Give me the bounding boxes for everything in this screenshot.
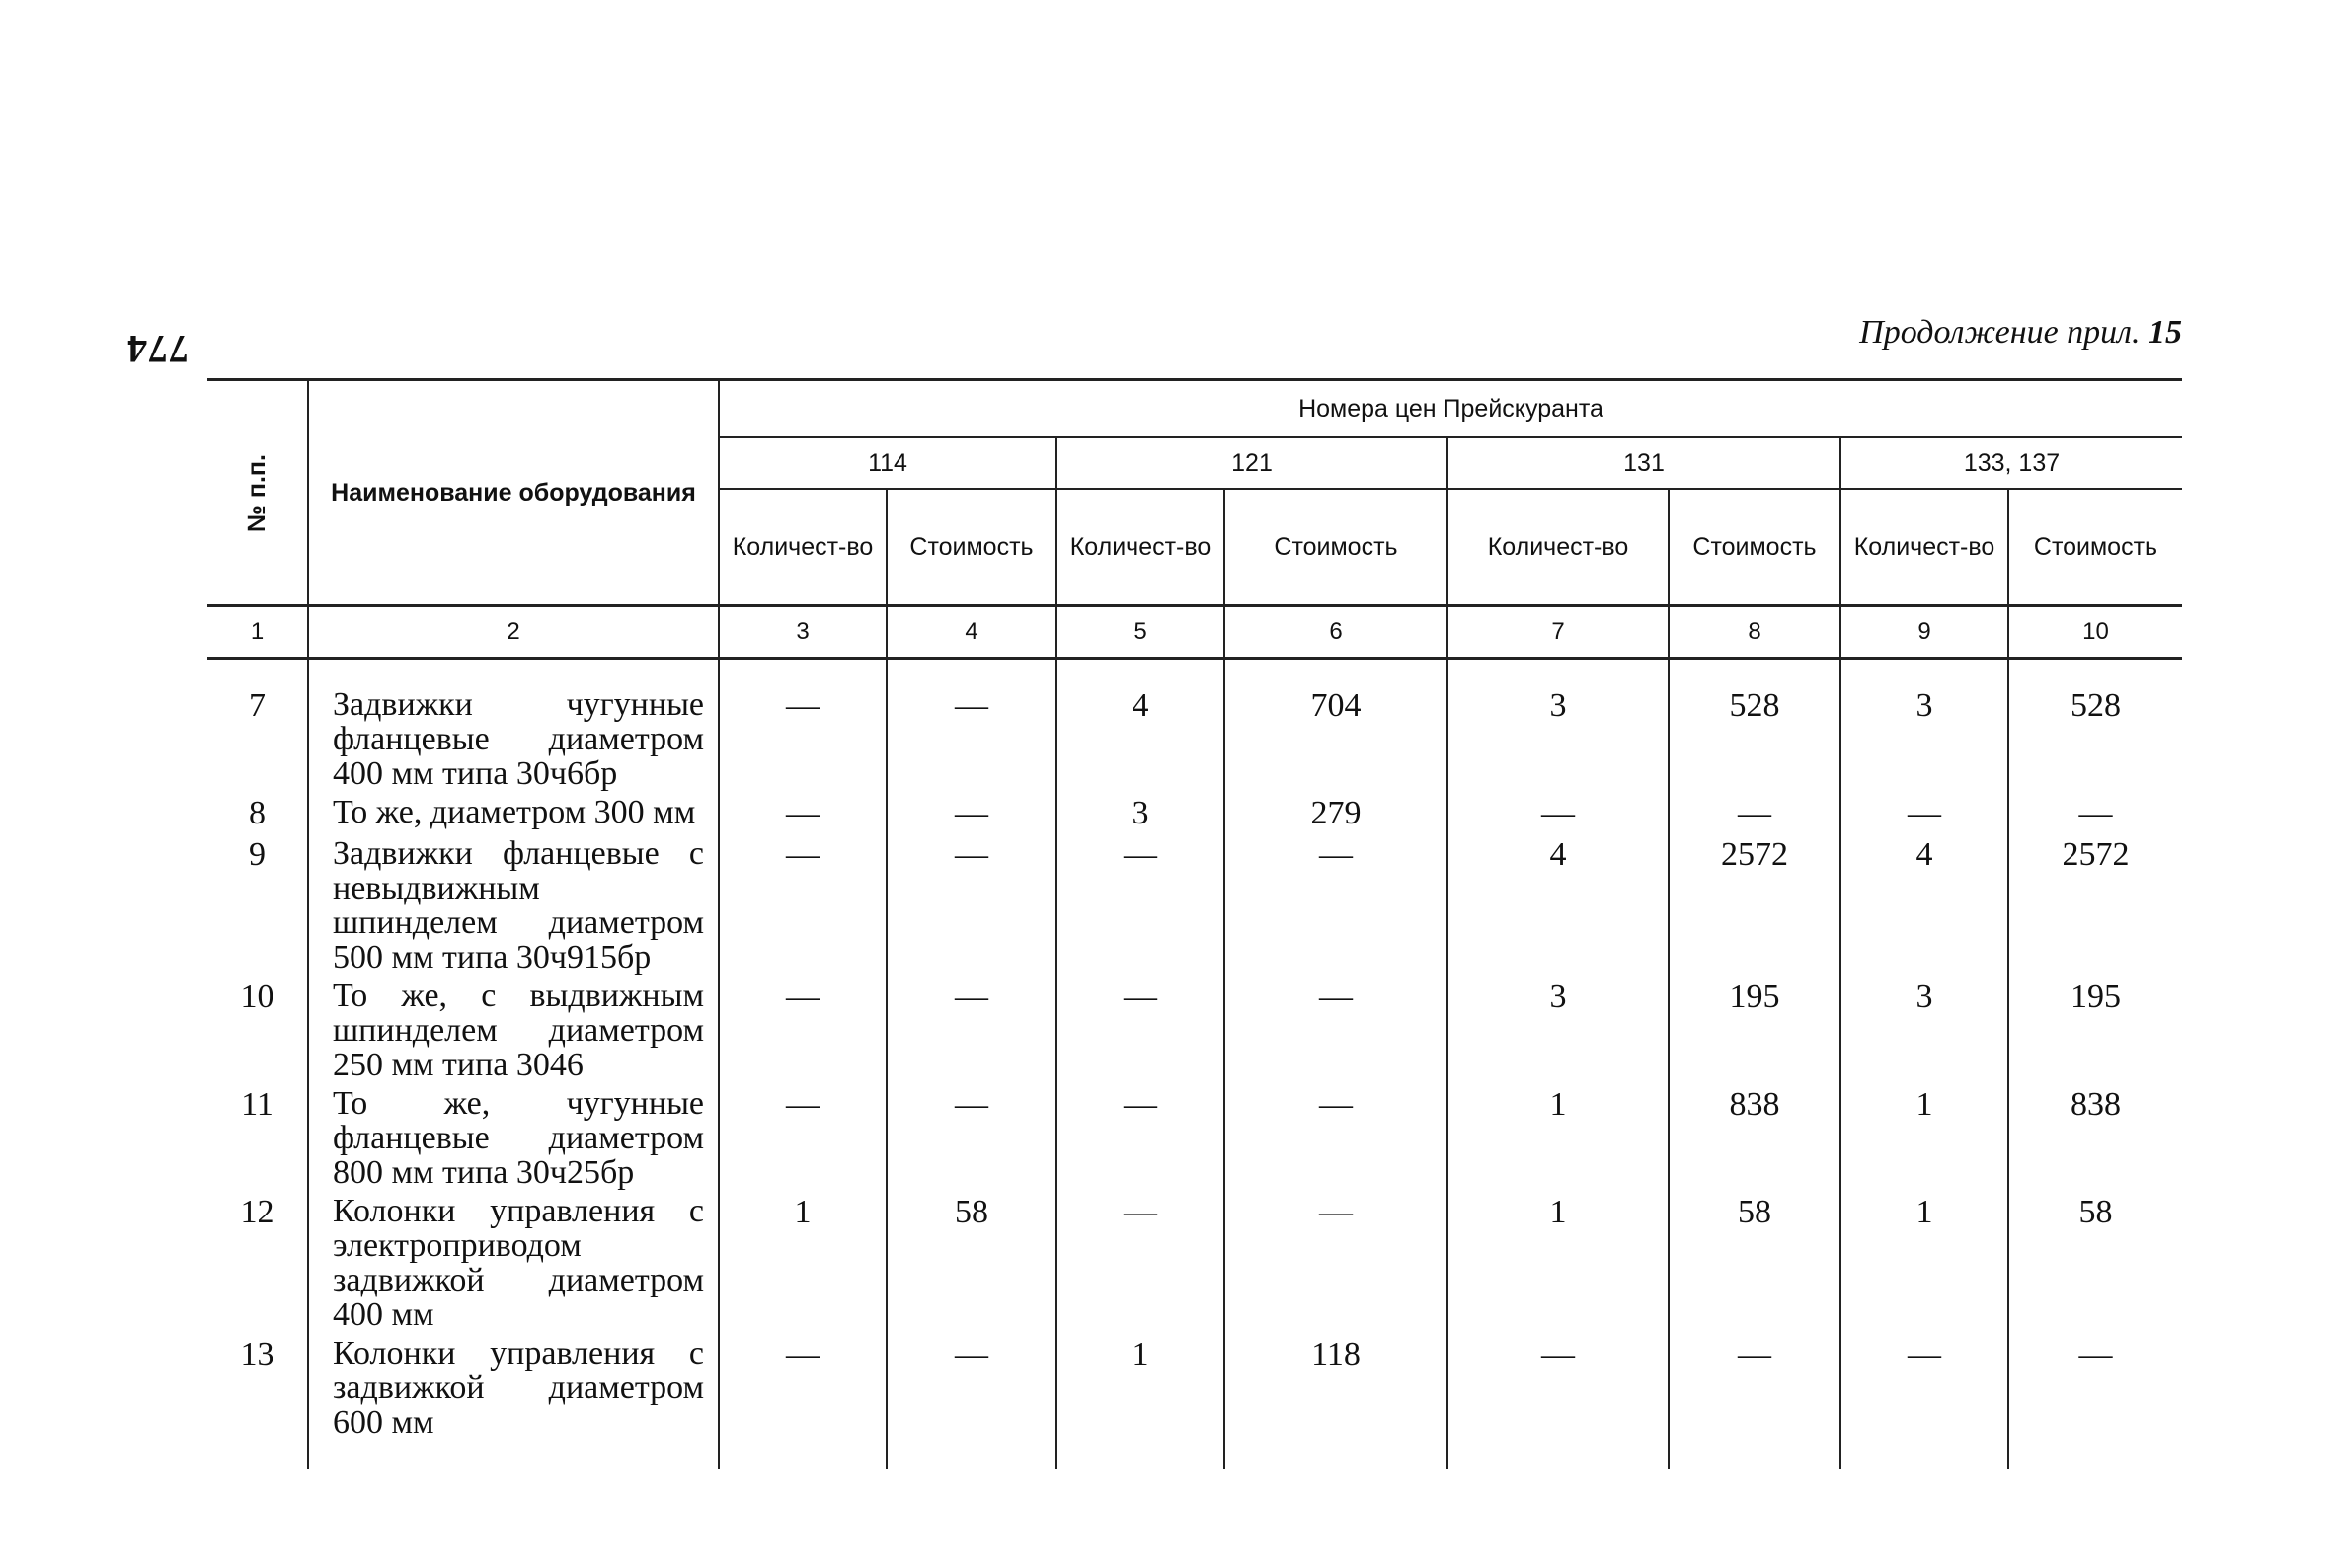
cell-value: 58 <box>887 1190 1056 1332</box>
equipment-name: Колонки управления с задвижкой диаметром 600 мм <box>308 1332 719 1469</box>
header-no-label: № п.п. <box>243 453 271 532</box>
table-row <box>207 791 2182 832</box>
column-number: 7 <box>1447 606 1669 659</box>
cell-value: 1 <box>1447 1082 1669 1190</box>
header-group-114: 114 <box>719 437 1056 489</box>
cell-value: 58 <box>1669 1190 1840 1332</box>
continuation-text: Продолжение прил. <box>1859 314 2141 351</box>
cell-value: 3 <box>1447 975 1669 1082</box>
equipment-name: Задвижки фланцевые с невыдвижным шпинделем диаметром 500 мм типа 30ч915бр <box>308 832 719 975</box>
header-qty: Количест-во <box>1840 489 2008 606</box>
cell-value: — <box>887 791 1056 832</box>
appendix-number: 15 <box>2149 314 2182 351</box>
header-group-133-137: 133, 137 <box>1840 437 2182 489</box>
cell-value: — <box>1224 975 1447 1082</box>
cell-value: 1 <box>1840 1190 2008 1332</box>
table-row <box>207 1332 2182 1469</box>
cell-value: 118 <box>1224 1332 1447 1469</box>
column-number: 10 <box>2008 606 2182 659</box>
cell-value: 2572 <box>2008 832 2182 975</box>
header-group-121: 121 <box>1056 437 1447 489</box>
header-cost: Стоимость <box>1669 489 1840 606</box>
cell-value: — <box>1669 791 1840 832</box>
cell-value: 58 <box>2008 1190 2182 1332</box>
table-row <box>207 1190 2182 1332</box>
cell-value: — <box>1056 975 1224 1082</box>
header-cost: Стоимость <box>887 489 1056 606</box>
equipment-name: То же, с выдвижным шпинделем диаметром 250 мм типа 3046 <box>308 975 719 1082</box>
header-no <box>207 380 308 606</box>
cell-value: — <box>1056 1082 1224 1190</box>
page-number: 774 <box>126 327 189 371</box>
column-number: 3 <box>719 606 887 659</box>
cell-value: 195 <box>1669 975 1840 1082</box>
cell-value: — <box>2008 1332 2182 1469</box>
cell-value: 528 <box>1669 683 1840 791</box>
column-number: 2 <box>308 606 719 659</box>
cell-value: — <box>887 975 1056 1082</box>
cell-value: — <box>887 832 1056 975</box>
row-number: 8 <box>207 791 308 832</box>
column-number: 4 <box>887 606 1056 659</box>
row-number: 7 <box>207 683 308 791</box>
cell-value: 4 <box>1447 832 1669 975</box>
cell-value: 838 <box>1669 1082 1840 1190</box>
cell-value: — <box>1840 791 2008 832</box>
table-row <box>207 975 2182 1082</box>
equipment-name: То же, диаметром 300 мм <box>308 791 719 832</box>
cell-value: 1 <box>1447 1190 1669 1332</box>
cell-value: — <box>1447 791 1669 832</box>
cell-value: 3 <box>1447 683 1669 791</box>
cell-value: 4 <box>1840 832 2008 975</box>
cell-value: 195 <box>2008 975 2182 1082</box>
cell-value: — <box>719 832 887 975</box>
cell-value: 1 <box>1056 1332 1224 1469</box>
cell-value: — <box>719 975 887 1082</box>
table-row <box>207 832 2182 975</box>
cell-value: — <box>719 791 887 832</box>
cell-value: — <box>887 683 1056 791</box>
cell-value: — <box>1056 1190 1224 1332</box>
cell-value: — <box>1224 1082 1447 1190</box>
row-number: 13 <box>207 1332 308 1469</box>
equipment-price-table <box>207 378 2182 1469</box>
cell-value: — <box>719 1082 887 1190</box>
cell-value: 3 <box>1056 791 1224 832</box>
cell-value: — <box>1224 1190 1447 1332</box>
continuation-heading <box>1859 314 2182 352</box>
cell-value: 279 <box>1224 791 1447 832</box>
cell-value: — <box>719 683 887 791</box>
cell-value: 1 <box>719 1190 887 1332</box>
cell-value: — <box>1669 1332 1840 1469</box>
equipment-name: Задвижки чугунные фланцевые диаметром 400 мм типа 30ч6бр <box>308 683 719 791</box>
column-number: 1 <box>207 606 308 659</box>
cell-value: — <box>1224 832 1447 975</box>
cell-value: — <box>719 1332 887 1469</box>
cell-value: 838 <box>2008 1082 2182 1190</box>
cell-value: 528 <box>2008 683 2182 791</box>
row-number: 12 <box>207 1190 308 1332</box>
cell-value: 3 <box>1840 975 2008 1082</box>
table-row <box>207 1082 2182 1190</box>
row-number: 9 <box>207 832 308 975</box>
column-number: 6 <box>1224 606 1447 659</box>
cell-value: 2572 <box>1669 832 1840 975</box>
cell-value: 4 <box>1056 683 1224 791</box>
header-qty: Количест-во <box>719 489 887 606</box>
header-cost: Стоимость <box>2008 489 2182 606</box>
cell-value: — <box>1447 1332 1669 1469</box>
header-cost: Стоимость <box>1224 489 1447 606</box>
row-number: 11 <box>207 1082 308 1190</box>
column-number: 8 <box>1669 606 1840 659</box>
header-group-131: 131 <box>1447 437 1840 489</box>
equipment-name: То же, чугунные фланцевые диаметром 800 мм типа 30ч25бр <box>308 1082 719 1190</box>
cell-value: 704 <box>1224 683 1447 791</box>
equipment-name: Колонки управления с электроприводом задвижкой диаметром 400 мм <box>308 1190 719 1332</box>
table-row <box>207 683 2182 791</box>
cell-value: 3 <box>1840 683 2008 791</box>
cell-value: — <box>1056 832 1224 975</box>
cell-value: — <box>887 1332 1056 1469</box>
column-number: 9 <box>1840 606 2008 659</box>
cell-value: — <box>2008 791 2182 832</box>
cell-value: — <box>887 1082 1056 1190</box>
row-number: 10 <box>207 975 308 1082</box>
cell-value: — <box>1840 1332 2008 1469</box>
cell-value: 1 <box>1840 1082 2008 1190</box>
header-qty: Количест-во <box>1447 489 1669 606</box>
column-number: 5 <box>1056 606 1224 659</box>
header-qty: Количест-во <box>1056 489 1224 606</box>
header-name: Наименование оборудования <box>308 380 719 606</box>
header-price-list: Номера цен Прейскуранта <box>719 380 2182 438</box>
